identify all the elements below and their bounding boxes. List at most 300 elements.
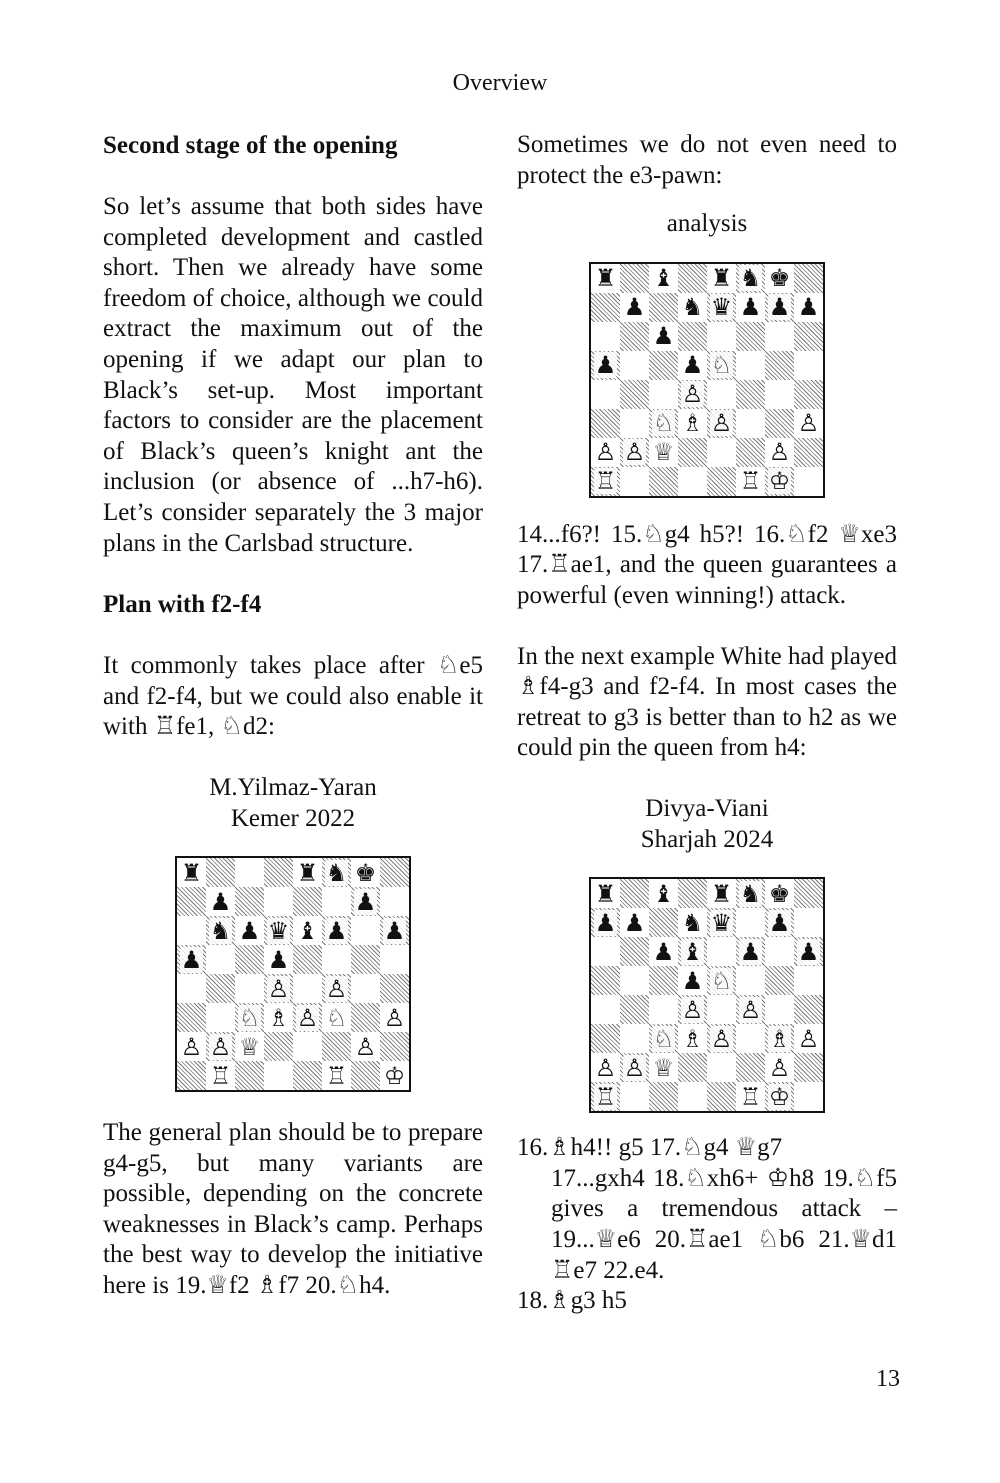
board-square	[322, 916, 351, 945]
board-square	[235, 858, 264, 887]
board-square	[707, 966, 736, 995]
chess-piece-icon: ♙	[739, 995, 762, 1024]
diagram-caption-analysis: analysis	[666, 210, 748, 238]
board-square	[765, 438, 794, 467]
chess-piece-icon: ♛	[267, 916, 290, 945]
board-square	[206, 974, 235, 1003]
chess-piece-icon: ♟	[768, 293, 791, 322]
chess-piece-icon: ♙	[768, 438, 791, 467]
board-square	[206, 945, 235, 974]
board-square	[678, 438, 707, 467]
board-square	[794, 966, 823, 995]
board-square	[591, 409, 620, 438]
diagram-caption	[103, 773, 483, 834]
chess-diagram-yilmaz-yaran	[175, 856, 411, 1092]
paragraph: In the next example White had played ♗f4-g3 and f2-f4. In most cases the retreat to g3 is better than to h2 as we could pin the queen from h4:	[517, 642, 897, 762]
board-square	[707, 467, 736, 496]
board-square	[235, 916, 264, 945]
chess-piece-icon: ♟	[797, 937, 820, 966]
board-square	[765, 995, 794, 1024]
board-square	[765, 264, 794, 293]
chess-piece-icon: ♛	[710, 293, 733, 322]
board-square	[649, 1082, 678, 1111]
board-square	[293, 1032, 322, 1061]
chess-piece-icon: ♘	[710, 351, 733, 380]
board-square	[620, 380, 649, 409]
board-square	[678, 1024, 707, 1053]
board-square	[264, 1032, 293, 1061]
board-square	[678, 908, 707, 937]
chess-piece-icon: ♚	[768, 879, 791, 908]
chess-piece-icon: ♖	[739, 1082, 762, 1111]
board-square	[351, 974, 380, 1003]
board-square	[678, 1082, 707, 1111]
board-square	[736, 1053, 765, 1082]
board-square	[707, 1082, 736, 1111]
board-square	[765, 380, 794, 409]
chess-piece-icon: ♕	[652, 1053, 675, 1082]
board-square	[591, 293, 620, 322]
chess-piece-icon: ♙	[383, 1003, 406, 1032]
board-square	[620, 1082, 649, 1111]
board-square	[293, 974, 322, 1003]
board-square	[707, 937, 736, 966]
board-square	[649, 1024, 678, 1053]
chess-piece-icon: ♖	[594, 467, 617, 496]
chess-piece-icon: ♚	[768, 264, 791, 293]
board-square	[380, 1032, 409, 1061]
board-square	[736, 879, 765, 908]
chess-piece-icon: ♙	[681, 380, 704, 409]
chess-piece-icon: ♝	[652, 264, 675, 293]
chess-piece-icon: ♙	[710, 409, 733, 438]
board-square	[678, 1053, 707, 1082]
board-square	[620, 264, 649, 293]
board-square	[736, 966, 765, 995]
chess-piece-icon: ♘	[652, 1024, 675, 1053]
board-square	[293, 1061, 322, 1090]
board-square	[380, 858, 409, 887]
board-square	[736, 908, 765, 937]
board-square	[765, 966, 794, 995]
chess-piece-icon: ♞	[209, 916, 232, 945]
game-players: Divya-Viani	[645, 794, 769, 822]
page-number: 13	[876, 1366, 900, 1392]
chess-piece-icon: ♞	[681, 908, 704, 937]
board-square	[649, 322, 678, 351]
chess-piece-icon: ♟	[594, 908, 617, 937]
chess-piece-icon: ♗	[768, 1024, 791, 1053]
board-square	[591, 908, 620, 937]
board-square	[736, 264, 765, 293]
chess-piece-icon: ♙	[296, 1003, 319, 1032]
board-square	[794, 322, 823, 351]
chess-piece-icon: ♔	[383, 1061, 406, 1090]
board-square	[794, 995, 823, 1024]
board-square	[707, 438, 736, 467]
chess-piece-icon: ♖	[739, 467, 762, 496]
board-square	[591, 264, 620, 293]
chess-piece-icon: ♘	[652, 409, 675, 438]
chess-piece-icon: ♙	[623, 438, 646, 467]
board-square	[736, 380, 765, 409]
board-square	[707, 995, 736, 1024]
chess-piece-icon: ♖	[594, 1082, 617, 1111]
paragraph: So let’s assume that both sides have completed development and castled short. Then we already have some freedom of choice, although we could extract the maximum out of the opening if we adapt our plan to Black’s set-up. Most important factors to consider are the placement of Black’s queen’s knight ant the inclusion (or absence of ...h7-h6). Let’s consider separately the 3 major plans in the Carlsbad structure.	[103, 193, 483, 557]
chess-piece-icon: ♗	[267, 1003, 290, 1032]
board-square	[678, 467, 707, 496]
board-square	[293, 858, 322, 887]
section-heading-plan-f4: Plan with f2-f4	[103, 591, 262, 619]
chess-piece-icon: ♟	[383, 916, 406, 945]
board-square	[707, 409, 736, 438]
chess-piece-icon: ♟	[739, 293, 762, 322]
paragraph: 14...f6?! 15.♘g4 h5?! 16.♘f2 ♕xe3 17.♖ae1, and the queen guarantees a powerful (even winning!) attack.	[517, 520, 897, 609]
board-square	[620, 879, 649, 908]
board-square	[736, 995, 765, 1024]
board-square	[235, 1061, 264, 1090]
board-square	[678, 380, 707, 409]
board-square	[678, 264, 707, 293]
board-square	[649, 995, 678, 1024]
board-square	[351, 916, 380, 945]
board-square	[707, 879, 736, 908]
board-square	[293, 887, 322, 916]
board-square	[591, 380, 620, 409]
right-column	[517, 130, 897, 1317]
board-square	[206, 1032, 235, 1061]
chess-piece-icon: ♙	[797, 1024, 820, 1053]
chess-piece-icon: ♞	[325, 858, 348, 887]
chess-piece-icon: ♙	[594, 1053, 617, 1082]
board-square	[678, 966, 707, 995]
board-square	[351, 1032, 380, 1061]
chess-piece-icon: ♟	[594, 351, 617, 380]
board-square	[765, 937, 794, 966]
board-square	[235, 974, 264, 1003]
board-square	[649, 293, 678, 322]
chess-piece-icon: ♟	[623, 293, 646, 322]
board-square	[794, 380, 823, 409]
board-square	[591, 995, 620, 1024]
board-square	[794, 1053, 823, 1082]
board-square	[380, 1003, 409, 1032]
board-square	[620, 467, 649, 496]
board-square	[794, 438, 823, 467]
chess-piece-icon: ♔	[768, 467, 791, 496]
board-square	[707, 322, 736, 351]
chess-piece-icon: ♟	[623, 908, 646, 937]
board-square	[620, 351, 649, 380]
board-square	[351, 1003, 380, 1032]
board-square	[206, 858, 235, 887]
board-square	[322, 1032, 351, 1061]
chess-piece-icon: ♕	[238, 1032, 261, 1061]
board-square	[293, 916, 322, 945]
board-square	[264, 974, 293, 1003]
board-square	[736, 1082, 765, 1111]
chess-piece-icon: ♝	[681, 937, 704, 966]
board-square	[649, 380, 678, 409]
board-square	[678, 293, 707, 322]
game-event: Sharjah 2024	[640, 825, 774, 853]
board-square	[591, 1053, 620, 1082]
chess-piece-icon: ♜	[296, 858, 319, 887]
chess-piece-icon: ♟	[267, 945, 290, 974]
board-square	[707, 264, 736, 293]
board-square	[206, 1003, 235, 1032]
move-line: 18.♗g3 h5	[517, 1287, 627, 1315]
board-square	[591, 879, 620, 908]
board-square	[591, 1024, 620, 1053]
board-square	[322, 858, 351, 887]
chess-diagram-divya-viani	[589, 877, 825, 1113]
board-square	[649, 409, 678, 438]
board-square	[264, 1003, 293, 1032]
chess-piece-icon: ♘	[710, 966, 733, 995]
board-square	[620, 995, 649, 1024]
board-square	[591, 438, 620, 467]
board-square	[264, 916, 293, 945]
board-square	[177, 858, 206, 887]
board-square	[591, 966, 620, 995]
board-square	[380, 887, 409, 916]
board-square	[322, 945, 351, 974]
board-square	[649, 351, 678, 380]
board-square	[591, 937, 620, 966]
chess-piece-icon: ♟	[768, 908, 791, 937]
board-square	[177, 1061, 206, 1090]
board-square	[707, 380, 736, 409]
chess-diagram-analysis	[589, 262, 825, 498]
board-square	[736, 937, 765, 966]
board-square	[620, 293, 649, 322]
chess-piece-icon: ♙	[710, 1024, 733, 1053]
board-square	[794, 1024, 823, 1053]
board-square	[736, 467, 765, 496]
board-square	[794, 1082, 823, 1111]
board-square	[678, 995, 707, 1024]
chess-piece-icon: ♝	[296, 916, 319, 945]
board-square	[322, 1003, 351, 1032]
board-square	[649, 966, 678, 995]
chess-piece-icon: ♟	[681, 351, 704, 380]
paragraph: It commonly takes place after ♘e5 and f2-f4, but we could also enable it with ♖fe1, ♘d2:	[103, 652, 483, 741]
board-square	[678, 322, 707, 351]
board-square	[707, 351, 736, 380]
chess-piece-icon: ♟	[797, 293, 820, 322]
board-square	[351, 858, 380, 887]
board-square	[380, 916, 409, 945]
chess-piece-icon: ♟	[652, 322, 675, 351]
chess-piece-icon: ♙	[681, 995, 704, 1024]
chess-piece-icon: ♜	[710, 264, 733, 293]
board-square	[678, 879, 707, 908]
chess-piece-icon: ♞	[739, 264, 762, 293]
board-square	[591, 1082, 620, 1111]
board-square	[351, 1061, 380, 1090]
chess-piece-icon: ♞	[739, 879, 762, 908]
left-column	[103, 130, 483, 1332]
chess-piece-icon: ♙	[209, 1032, 232, 1061]
board-square	[765, 293, 794, 322]
board-square	[794, 409, 823, 438]
chess-piece-icon: ♙	[623, 1053, 646, 1082]
chess-piece-icon: ♙	[267, 974, 290, 1003]
chess-piece-icon: ♚	[354, 858, 377, 887]
board-square	[177, 974, 206, 1003]
board-square	[794, 351, 823, 380]
chess-piece-icon: ♘	[238, 1003, 261, 1032]
board-square	[620, 937, 649, 966]
board-square	[794, 467, 823, 496]
board-square	[380, 1061, 409, 1090]
chess-piece-icon: ♝	[652, 879, 675, 908]
chess-piece-icon: ♟	[238, 916, 261, 945]
chess-piece-icon: ♟	[739, 937, 762, 966]
board-square	[322, 1061, 351, 1090]
move-line: 16.♗h4!! g5 17.♘g4 ♕g7	[517, 1134, 783, 1162]
board-square	[794, 908, 823, 937]
chess-piece-icon: ♙	[180, 1032, 203, 1061]
board-square	[707, 1053, 736, 1082]
board-square	[736, 351, 765, 380]
board-square	[649, 264, 678, 293]
diagram-caption	[517, 794, 897, 855]
board-square	[322, 974, 351, 1003]
chess-piece-icon: ♙	[768, 1053, 791, 1082]
board-square	[649, 1053, 678, 1082]
move-variation: 17...gxh4 18.♘xh6+ ♔h8 19.♘f5 gives a tremendous attack – 19...♕e6 20.♖ae1 ♘b6 21.♕d1 ♖e7 22.e4.	[551, 1164, 897, 1284]
chess-piece-icon: ♘	[325, 1003, 348, 1032]
board-square	[177, 945, 206, 974]
chess-piece-icon: ♜	[594, 264, 617, 293]
board-square	[765, 409, 794, 438]
board-square	[380, 974, 409, 1003]
board-square	[794, 264, 823, 293]
board-square	[649, 908, 678, 937]
board-square	[235, 945, 264, 974]
chess-piece-icon: ♟	[354, 887, 377, 916]
board-square	[380, 945, 409, 974]
move-notation	[517, 1133, 897, 1317]
chess-piece-icon: ♞	[681, 293, 704, 322]
board-square	[177, 1003, 206, 1032]
board-square	[620, 409, 649, 438]
chess-piece-icon: ♜	[180, 858, 203, 887]
board-square	[206, 1061, 235, 1090]
paragraph: The general plan should be to prepare g4-g5, but many variants are possible, depending on the concrete weaknesses in Black’s camp. Perhaps the best way to develop the initiative here is 19.♕f2 ♗f7 20.♘h4.	[103, 1119, 483, 1300]
chess-piece-icon: ♟	[681, 966, 704, 995]
chess-piece-icon: ♟	[180, 945, 203, 974]
game-players: M.Yilmaz-Yaran	[209, 773, 377, 801]
running-header: Overview	[452, 70, 548, 96]
board-square	[765, 322, 794, 351]
board-square	[235, 1032, 264, 1061]
board-square	[620, 322, 649, 351]
board-square	[264, 858, 293, 887]
board-square	[736, 322, 765, 351]
board-square	[707, 908, 736, 937]
board-square	[736, 1024, 765, 1053]
board-square	[620, 438, 649, 467]
chess-piece-icon: ♜	[710, 879, 733, 908]
chess-piece-icon: ♙	[797, 409, 820, 438]
chess-piece-icon: ♛	[710, 908, 733, 937]
board-square	[794, 879, 823, 908]
chess-piece-icon: ♙	[325, 974, 348, 1003]
chess-piece-icon: ♗	[681, 409, 704, 438]
chess-piece-icon: ♙	[594, 438, 617, 467]
board-square	[293, 1003, 322, 1032]
board-square	[707, 1024, 736, 1053]
board-square	[264, 945, 293, 974]
board-square	[591, 351, 620, 380]
chess-piece-icon: ♔	[768, 1082, 791, 1111]
game-event: Kemer 2022	[230, 804, 356, 832]
board-square	[591, 322, 620, 351]
board-square	[794, 937, 823, 966]
board-square	[206, 916, 235, 945]
board-square	[736, 409, 765, 438]
board-square	[264, 887, 293, 916]
board-square	[293, 945, 322, 974]
chess-piece-icon: ♜	[594, 879, 617, 908]
board-square	[620, 966, 649, 995]
board-square	[177, 916, 206, 945]
chess-piece-icon: ♟	[325, 916, 348, 945]
board-square	[264, 1061, 293, 1090]
board-square	[765, 908, 794, 937]
board-square	[649, 467, 678, 496]
board-square	[707, 293, 736, 322]
board-square	[765, 351, 794, 380]
board-square	[765, 467, 794, 496]
board-square	[235, 1003, 264, 1032]
chess-piece-icon: ♙	[354, 1032, 377, 1061]
board-square	[649, 879, 678, 908]
board-square	[620, 1053, 649, 1082]
chess-piece-icon: ♕	[652, 438, 675, 467]
board-square	[649, 937, 678, 966]
board-square	[765, 1053, 794, 1082]
board-square	[177, 1032, 206, 1061]
paragraph: Sometimes we do not even need to protect the e3-pawn:	[517, 131, 897, 189]
chess-piece-icon: ♟	[652, 937, 675, 966]
board-square	[351, 945, 380, 974]
board-square	[765, 1082, 794, 1111]
board-square	[736, 293, 765, 322]
board-square	[591, 467, 620, 496]
board-square	[765, 879, 794, 908]
board-square	[649, 438, 678, 467]
board-square	[678, 937, 707, 966]
board-square	[794, 293, 823, 322]
board-square	[177, 887, 206, 916]
chess-piece-icon: ♗	[681, 1024, 704, 1053]
section-heading-second-stage: Second stage of the opening	[103, 132, 398, 159]
chess-piece-icon: ♖	[209, 1061, 232, 1090]
chess-piece-icon: ♖	[325, 1061, 348, 1090]
board-square	[322, 887, 351, 916]
board-square	[351, 887, 380, 916]
board-square	[678, 351, 707, 380]
board-square	[620, 1024, 649, 1053]
board-square	[765, 1024, 794, 1053]
board-square	[736, 438, 765, 467]
chess-piece-icon: ♟	[209, 887, 232, 916]
board-square	[235, 887, 264, 916]
